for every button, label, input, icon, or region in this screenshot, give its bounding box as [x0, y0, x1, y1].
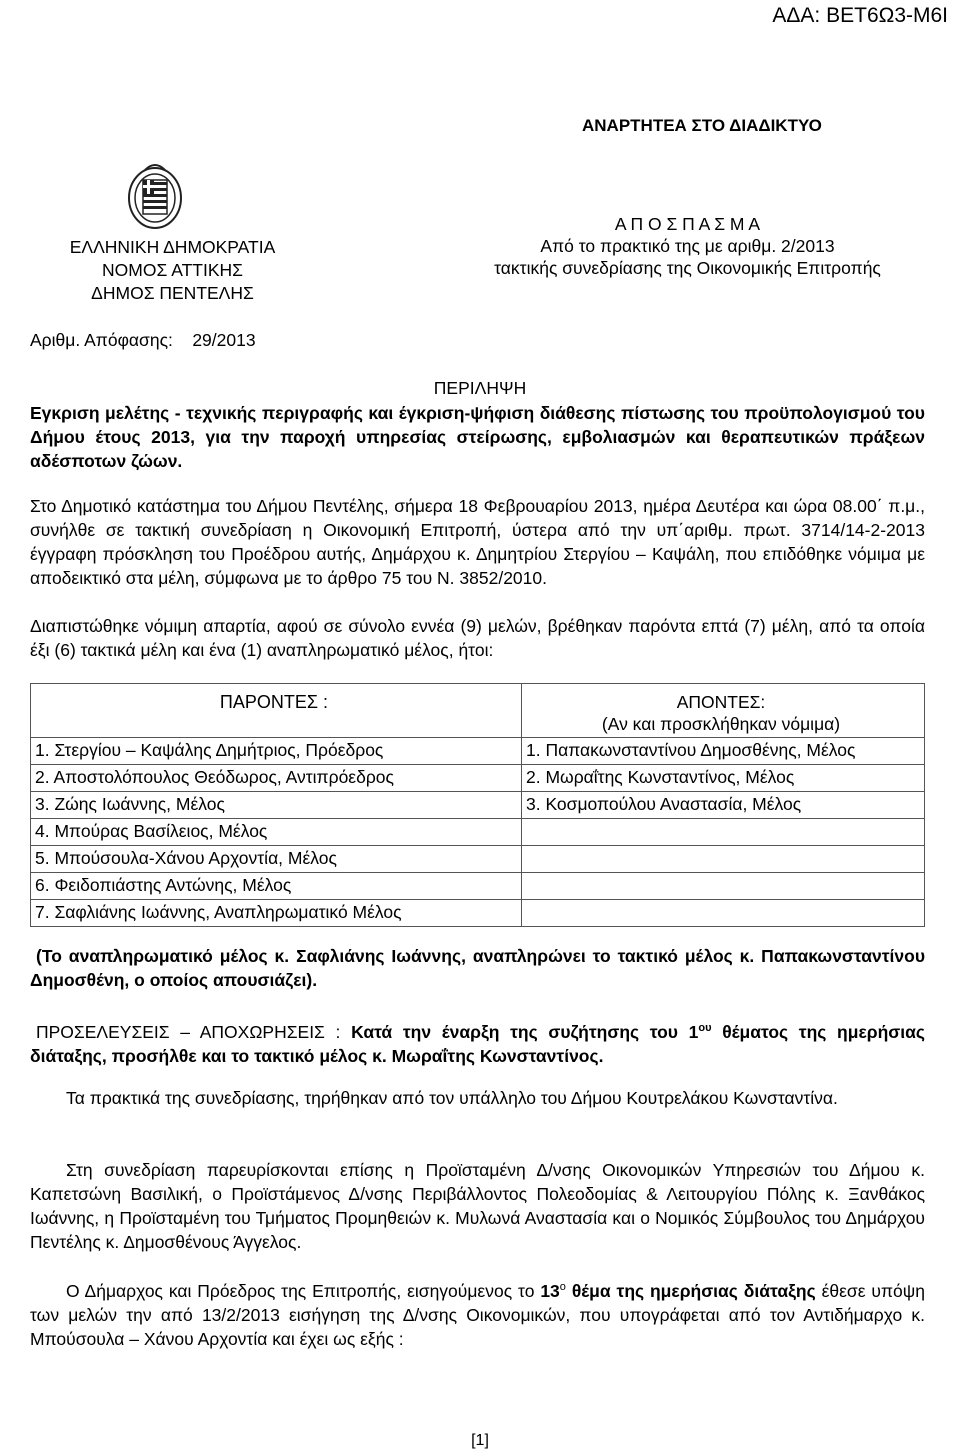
excerpt-line-2: τακτικής συνεδρίασης της Οικονομικής Επιτροπής: [494, 258, 881, 278]
present-cell: 6. Φειδοπιάστης Αντώνης, Μέλος: [31, 873, 522, 900]
quorum-paragraph: Διαπιστώθηκε νόμιμη απαρτία, αφού σε σύνολο εννέα (9) μελών, βρέθηκαν παρόντα επτά (7) μέλη, από τα οποία έξι (6) τακτικά μέλη και ένα (1) αναπληρωματικό μέλος, ήτοι:: [30, 616, 925, 660]
item-number-sup: ο: [559, 1281, 566, 1293]
present-cell: 2. Αποστολόπουλος Θεόδωρος, Αντιπρόεδρος: [31, 765, 522, 792]
present-header-cell: [31, 684, 522, 738]
table-header-row: [31, 684, 925, 738]
decision-label: Αριθμ. Απόφασης:: [30, 330, 173, 350]
absent-subheader: (Αν και προσκλήθηκαν νόμιμα): [601, 714, 841, 734]
arrivals-sup: ου: [698, 1022, 712, 1034]
arrivals-text-a: Κατά την έναρξη της συζήτησης του 1: [351, 1021, 699, 1042]
table-row: [31, 765, 925, 792]
issuer-line-1: ΕΛΛΗΝΙΚΗ ΔΗΜΟΚΡΑΤΙΑ: [69, 237, 276, 257]
absent-cell: 3. Κοσμοπούλου Αναστασία, Μέλος: [522, 792, 925, 819]
item-number: 13: [540, 1280, 560, 1301]
decision-value: 29/2013: [192, 330, 256, 350]
present-cell: 4. Μπούρας Βασίλειος, Μέλος: [31, 819, 522, 846]
present-cell: 7. Σαφλιάνης Ιωάννης, Αναπληρωματικό Μέλος: [31, 900, 522, 927]
page-number: [1]: [471, 1432, 489, 1449]
arrivals-paragraph: [30, 1016, 925, 1068]
excerpt-title: Α Π Ο Σ Π Α Σ Μ Α: [614, 214, 761, 234]
present-cell: 3. Ζώης Ιωάννης, Μέλος: [31, 792, 522, 819]
issuer-header: [40, 236, 305, 305]
table-row: [31, 819, 925, 846]
absent-header-cell: [522, 684, 925, 738]
rapporteur-paragraph: [30, 1275, 925, 1351]
present-header: ΠΑΡΟΝΤΕΣ :: [219, 692, 329, 712]
attendance-table: [30, 683, 925, 927]
table-row: [31, 738, 925, 765]
absent-cell: 2. Μωραΐτης Κωνσταντίνος, Μέλος: [522, 765, 925, 792]
summary-text: Εγκριση μελέτης - τεχνικής περιγραφής και έγκριση-ψήφιση διάθεσης πίστωσης του προϋπολογισμού του Δήμου έτους 2013, για την παροχή υπηρεσίας στείρωσης, εμβολιασμών και θεραπευτικών πράξεων αδέσποτων ζώων.: [30, 403, 925, 471]
absent-cell: [522, 846, 925, 873]
substitute-note: [30, 944, 925, 992]
greek-emblem-icon: [127, 160, 183, 230]
present-cell: 5. Μπούσουλα-Χάνου Αρχοντία, Μέλος: [31, 846, 522, 873]
table-row: [31, 900, 925, 927]
arrivals-text-b: θέματος της ημερήσιας διάταξης, προσήλθε και το τακτικό μέλος κ. Μωραΐτης Κωνσταντίνος.: [30, 1021, 925, 1066]
attendees-paragraph: [30, 1158, 925, 1254]
absent-cell: [522, 900, 925, 927]
table-row: [31, 846, 925, 873]
rapporteur-text-a: Ο Δήμαρχος και Πρόεδρος της Επιτροπής, εισηγούμενος το: [66, 1280, 535, 1301]
meeting-paragraph: Στο Δημοτικό κατάστημα του Δήμου Πεντέλης, σήμερα 18 Φεβρουαρίου 2013, ημέρα Δευτέρα και ώρα 08.00΄ π.μ., συνήλθε σε τακτική συνεδρίαση η Οικονομική Επιτροπή, ύστερα από την υπ΄αριθμ. πρωτ. 3714/14-2-2013 έγγραφη πρόσκληση του Προέδρου αυτής, Δημάρχου κ. Δημητρίου Στεργίου – Καψάλη, που επιδόθηκε νόμιμα με αποδεικτικό στα μέλη, σύμφωνα με το άρθρο 75 του Ν. 3852/2010.: [30, 496, 925, 588]
attendees-text: Στη συνεδρίαση παρευρίσκονται επίσης η Προϊσταμένη Δ/νσης Οικονομικών Υπηρεσιών του Δήμου κ. Καπετσώνη Βασιλική, ο Προϊστάμενος Δ/νσης Περιβάλλοντος Πολεοδομίας & Λειτουργίου Πόλης κ. Ξανθάκος Ιωάννης, η Προϊσταμένη του Τμήματος Προμηθειών κ. Μυλωνά Αναστασία και ο Νομικός Σύμβουλος του Δημάρχου Πεντέλης κ. Δημοσθένους Άγγελος.: [30, 1160, 925, 1252]
arrivals-label: ΠΡΟΣΕΛΕΥΣΕΙΣ – ΑΠΟΧΩΡΗΣΕΙΣ :: [36, 1021, 341, 1042]
ada-code: ΑΔΑ: ΒΕΤ6Ω3-Μ6Ι: [772, 4, 948, 27]
table-row: [31, 792, 925, 819]
rapporteur-text-b: έθεσε υπόψη των μελών την από 13/2/2013 εισήγηση της Δ/νσης Οικονομικών, που υπογράφεται από τον Αντιδήμαρχο κ. Μπούσουλα – Χάνου Αρχοντία και έχει ως εξής :: [30, 1280, 925, 1349]
minutes-text: Τα πρακτικά της συνεδρίασης, τηρήθηκαν από τον υπάλληλο του Δήμου Κουτρελάκου Κωνσταντίνα.: [66, 1088, 838, 1108]
issuer-line-3: ΔΗΜΟΣ ΠΕΝΤΕΛΗΣ: [91, 283, 254, 303]
table-row: [31, 873, 925, 900]
absent-header: ΑΠΟΝΤΕΣ:: [676, 692, 766, 712]
substitute-note-text: (Το αναπληρωματικό μέλος κ. Σαφλιάνης Ιωάννης, αναπληρώνει το τακτικό μέλος κ. Παπακωνσταντίνου Δημοσθένη, ο οποίος απουσιάζει).: [30, 946, 925, 990]
decision-number: [30, 330, 256, 351]
absent-cell: [522, 873, 925, 900]
post-label: ΑΝΑΡΤΗΤΕΑ ΣΤΟ ΔΙΑΔΙΚΤΥΟ: [582, 116, 822, 135]
issuer-line-2: ΝΟΜΟΣ ΑΤΤΙΚΗΣ: [102, 260, 243, 280]
absent-cell: 1. Παπακωνσταντίνου Δημοσθένης, Μέλος: [522, 738, 925, 765]
minutes-paragraph: [30, 1086, 925, 1110]
item-label: θέμα της ημερήσιας διάταξης: [571, 1280, 816, 1301]
excerpt-header: [450, 213, 925, 279]
absent-cell: [522, 819, 925, 846]
summary-title: ΠΕΡΙΛΗΨΗ: [433, 378, 527, 398]
excerpt-line-1: Από το πρακτικό της με αριθμ. 2/2013: [540, 236, 835, 256]
present-cell: 1. Στεργίου – Καψάλης Δημήτριος, Πρόεδρος: [31, 738, 522, 765]
